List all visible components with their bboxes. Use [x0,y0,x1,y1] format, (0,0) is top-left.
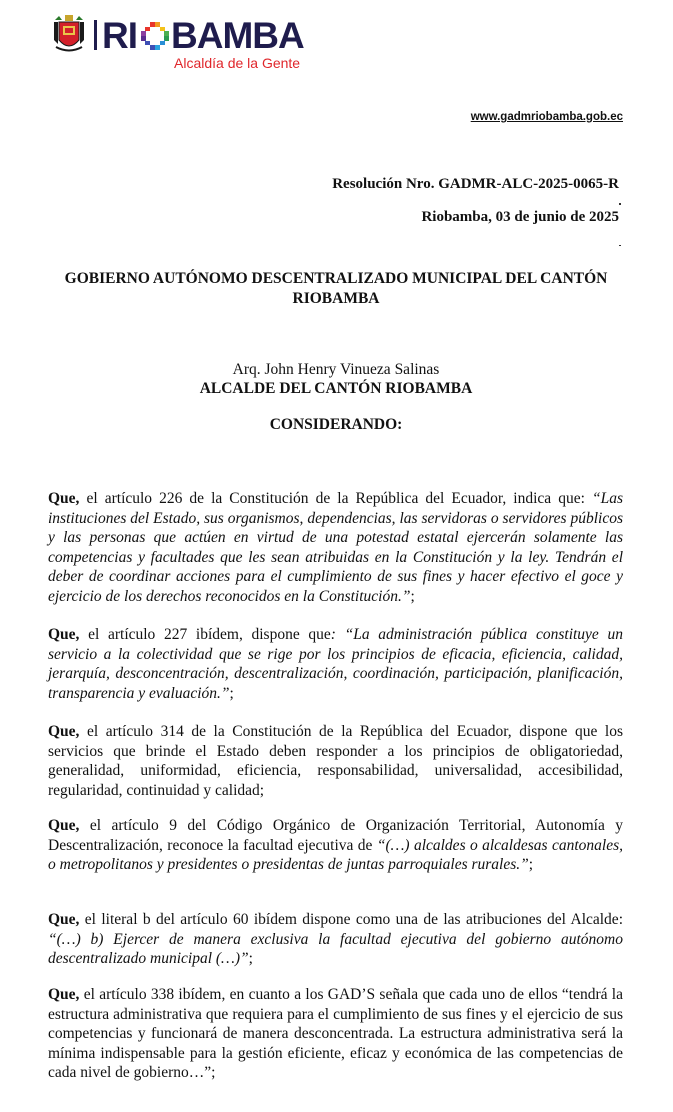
considerando-paragraph [48,489,623,607]
paragraph-quote: : “La administración pública constituye un servicio a la colectividad que se rige por los principios de eficacia, eficiencia, calidad, jerarquía, desconcentración, descentralización, coordinación, participación, planificación, transparencia y evaluación.” [48,626,623,702]
riobamba-logo [52,14,322,72]
paragraph-lead: Que, [48,986,80,1003]
mayor-title: ALCALDE DEL CANTÓN RIOBAMBA [199,380,473,397]
paragraph-quote: “(…) alcaldes o alcaldesas cantonales, o metropolitanos y presidentes o presidentas de juntas parroquiales rurales.” [48,836,623,874]
logo-wordmark-right: BAMBA [171,15,304,56]
website-link[interactable]: www.gadmriobamba.gob.ec [470,111,623,123]
paragraph-tail: ; [528,856,534,874]
considerando-paragraph [48,722,623,800]
considerando-heading: CONSIDERANDO: [269,416,403,433]
paragraph-quote: “(…) b) Ejercer de manera exclusiva la facultad ejecutiva del gobierno autónomo descentralizado municipal (…)” [48,930,623,968]
stray-mark [619,203,621,205]
considerando-paragraph [48,816,623,875]
paragraph-tail: ; [229,684,234,702]
logo-divider [94,20,97,50]
resolution-number: Resolución Nro. GADMR-ALC-2025-0065-R [332,176,619,192]
coat-of-arms-icon [52,14,86,54]
paragraph-text: el artículo 227 ibídem, dispone que [79,626,331,643]
paragraph-lead: Que, [48,911,80,928]
stray-mark [619,245,621,246]
paragraph-quote: “Las instituciones del Estado, sus organismos, dependencias, las servidoras o servidores públicos y las personas que actúen en virtud de una potestad estatal ejercerán solamente las competencias y facultades que les sean atribuidas en la Constitución y la ley. Tendrán el deber de coordinar acciones para el cumplimiento de sus fines y hacer efectivo el goce y ejercicio de los derechos reconocidos en la Constitución.” [48,490,623,605]
paragraph-text: el artículo 314 de la Constitución de la República del Ecuador, dispone que los servicios que brinde el Estado deben responder a los principios de obligatoriedad, generalidad, uniformidad, eficiencia, responsabilidad, universalidad, accesibilidad, regularidad, continuidad y calidad; [48,723,623,799]
logo-tagline: Alcaldía de la Gente [174,55,301,71]
paragraph-lead: Que, [48,626,80,643]
date-line: Riobamba, 03 de junio de 2025 [421,209,619,225]
paragraph-lead: Que, [48,490,80,507]
considerando-paragraph [48,985,623,1083]
paragraph-lead: Que, [48,723,80,740]
considerando-paragraph [48,625,623,703]
government-title: GOBIERNO AUTÓNOMO DESCENTRALIZADO MUNICIPAL DEL CANTÓN RIOBAMBA [64,270,608,307]
paragraph-tail: ; [248,950,253,968]
paragraph-text: el artículo 9 del Código Orgánico de Organización Territorial, Autonomía y Descentralización, reconoce la facultad ejecutiva de [48,817,623,854]
mayor-name: Arq. John Henry Vinueza Salinas [232,361,440,378]
logo-wordmark-left: RI [102,15,137,56]
paragraph-text: el artículo 226 de la Constitución de la República del Ecuador, indica que: [79,490,592,507]
paragraph-text: el literal b del artículo 60 ibídem dispone como una de las atribuciones del Alcalde: [79,911,623,928]
considerando-paragraph [48,910,623,969]
paragraph-lead: Que, [48,817,80,834]
chakana-icon [141,22,169,50]
paragraph-text: el artículo 338 ibídem, en cuanto a los GAD’S señala que cada uno de ellos “tendrá la estructura administrativa que requiera para el cumplimiento de sus fines y el ejercicio de sus competencias y funcionará de manera desconcentrada. La estructura administrativa será la mínima indispensable para la gestión eficiente, eficaz y económica de las competencias de cada nivel de gobierno…”; [48,986,623,1082]
paragraph-tail: ; [410,587,415,605]
